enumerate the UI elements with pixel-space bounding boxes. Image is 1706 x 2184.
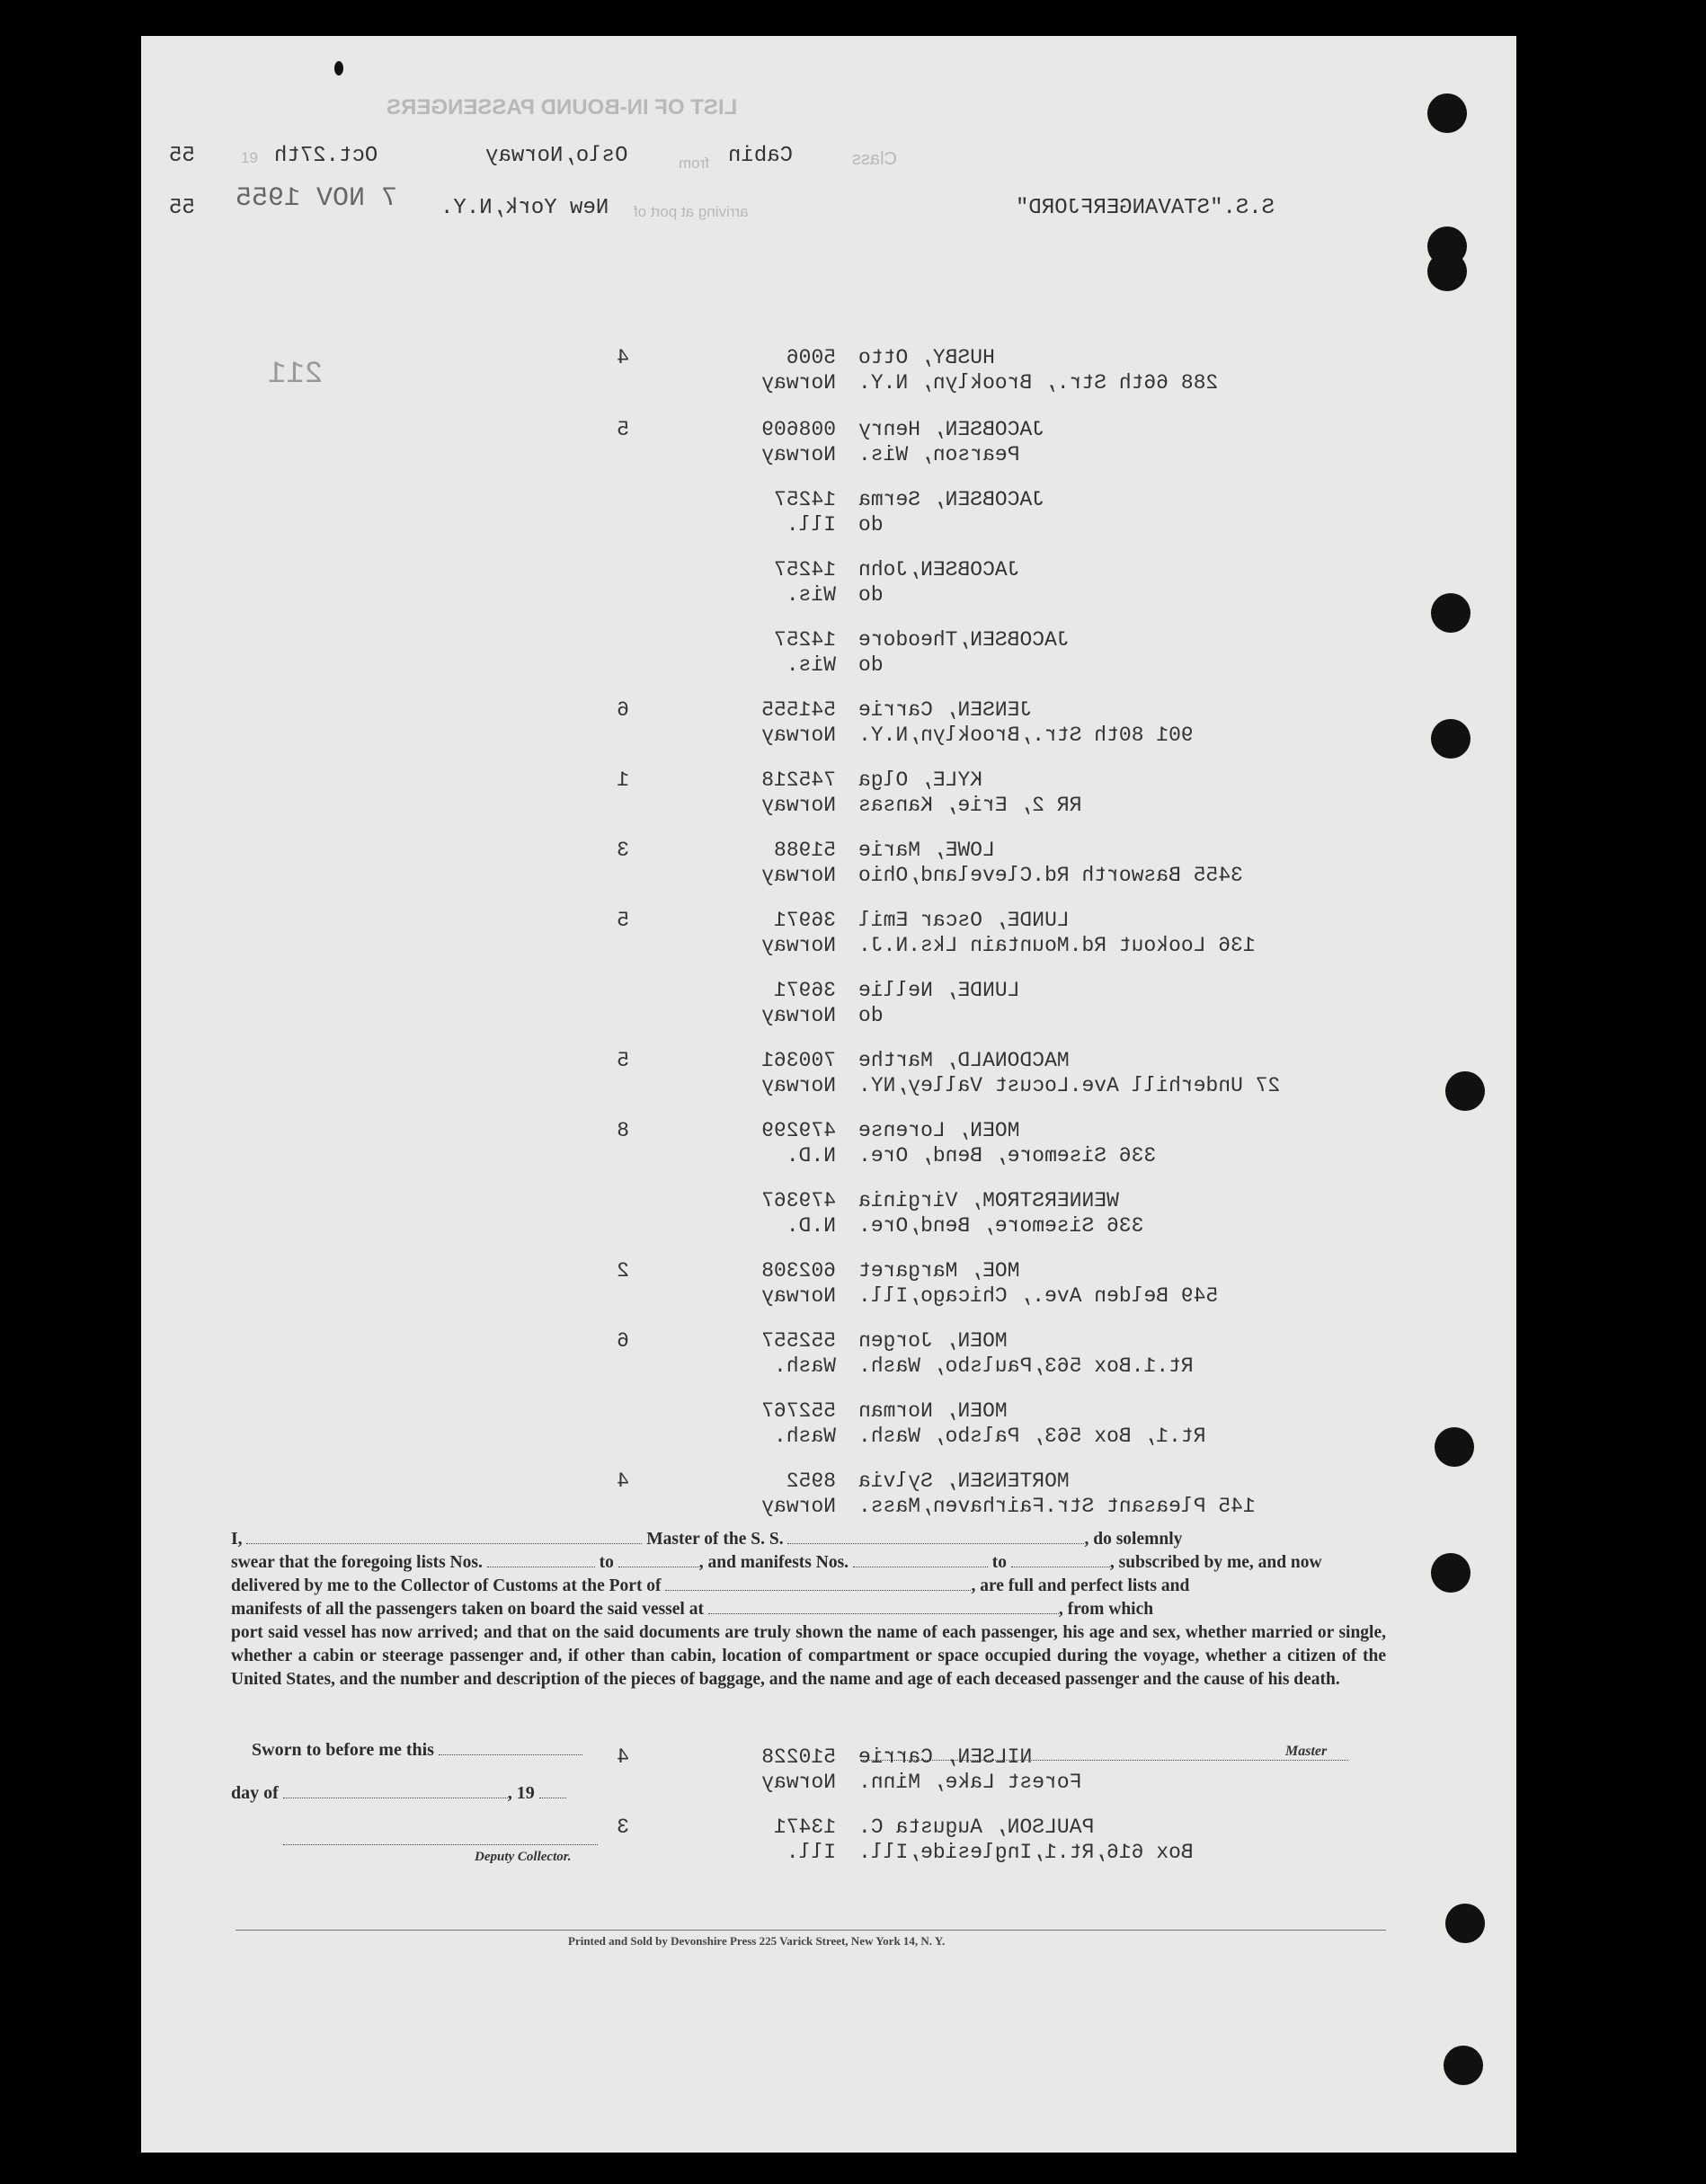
sworn-day-field[interactable] xyxy=(439,1754,582,1755)
date-label: 19 xyxy=(241,149,258,166)
passenger-nationality: Wis. xyxy=(786,583,836,607)
passenger-name: MACDONALD, Marthe xyxy=(858,1049,1070,1072)
passenger-number: 13471 xyxy=(773,1816,836,1839)
passenger-number: 5006 xyxy=(786,346,836,369)
oath-line-3 xyxy=(231,1575,1386,1598)
passenger-count: 4 xyxy=(617,1745,629,1769)
passenger-nationality: Norway xyxy=(761,1771,836,1794)
punch-hole xyxy=(1427,93,1467,133)
oath-text: to xyxy=(991,1553,1008,1572)
oath-text: , subscribed by me, and now xyxy=(1109,1553,1322,1572)
passenger-address: 136 Lookout Rd.Mountain Lks.N.J. xyxy=(858,934,1256,957)
passenger-name: MOEN, Lorense xyxy=(858,1119,1020,1142)
passenger-number: 8952 xyxy=(786,1469,836,1493)
master-signature-line xyxy=(863,1745,1348,1761)
passenger-nationality: Norway xyxy=(761,443,836,466)
passenger-nationality: Norway xyxy=(761,1004,836,1027)
oath-body: port said vessel has now arrived; and that on the said documents are truly shown the name of each passenger, his age and sex, whether married or single, whether a cabin or steerage passenger and, if other than cabin, location of compartment or space occupied during the voyage, whether a citizen of the United States, and the number and description of the pieces of baggage, and the name and age of each deceased passenger and the cause of his death. xyxy=(231,1623,1386,1689)
master-label: Master xyxy=(1285,1744,1328,1759)
passenger-count: 4 xyxy=(617,346,629,369)
deputy-label: Deputy Collector. xyxy=(475,1850,572,1864)
master-name-field[interactable] xyxy=(246,1543,642,1544)
sworn-label: Sworn to before me this xyxy=(252,1740,434,1760)
passenger-entry xyxy=(0,1259,1706,1322)
passenger-name: MOE, Margaret xyxy=(858,1259,1020,1283)
passenger-number: 700361 xyxy=(761,1049,836,1072)
passenger-entry xyxy=(0,346,1706,409)
ink-mark xyxy=(334,61,343,75)
passenger-address: do xyxy=(858,1004,884,1027)
passenger-address: RR 2, Erie, Kansas xyxy=(858,794,1082,817)
passenger-nationality: N.D. xyxy=(786,1144,836,1167)
passenger-entry xyxy=(0,1049,1706,1112)
passenger-count: 5 xyxy=(617,418,629,441)
passenger-name: WENNERSTROM, Virginia xyxy=(858,1189,1119,1212)
oath-text: manifests of all the passengers taken on board the said vessel at xyxy=(231,1600,704,1619)
oath-text: Master of the S. S. xyxy=(646,1530,784,1549)
oath-line-4 xyxy=(231,1598,1386,1621)
oath-text: , and manifests Nos. xyxy=(698,1553,849,1572)
passenger-count: 1 xyxy=(617,768,629,792)
oath-line-1 xyxy=(231,1528,1386,1551)
passenger-name: MORTENSEN, Sylvia xyxy=(858,1469,1070,1493)
oath-text: delivered by me to the Collector of Customs at the Port of xyxy=(231,1576,662,1595)
deputy-signature-line xyxy=(283,1844,598,1845)
passenger-address: Rt.1, Box 563, Palsbo, Wash. xyxy=(858,1425,1206,1448)
passenger-name: JACOBSEN, Henry xyxy=(858,418,1045,441)
passenger-count: 2 xyxy=(617,1259,629,1283)
passenger-entry xyxy=(0,488,1706,551)
passenger-number: 510228 xyxy=(761,1745,836,1769)
passenger-number: 51988 xyxy=(773,839,836,862)
passenger-address: 901 80th Str.,Brooklyn,N.Y. xyxy=(858,724,1194,747)
arriving-label: arriving at port of xyxy=(634,203,749,220)
oath-line-2 xyxy=(231,1551,1386,1575)
passenger-nationality: Wash. xyxy=(773,1425,836,1448)
passenger-address: Pearson, Wis. xyxy=(858,443,1020,466)
passenger-address: 336 Sisemore, Bend, Ore. xyxy=(858,1144,1157,1167)
passenger-nationality: Norway xyxy=(761,371,836,395)
oath-text: to xyxy=(599,1553,614,1572)
passenger-address: do xyxy=(858,513,884,537)
passenger-number: 36971 xyxy=(773,979,836,1002)
oath-text: I, xyxy=(231,1530,243,1549)
sail-date: Oct.27th xyxy=(274,144,378,168)
port-field[interactable] xyxy=(665,1590,971,1591)
passenger-name: JACOBSEN, Serma xyxy=(858,488,1045,511)
sail-year: 55 xyxy=(169,144,195,168)
arrival-stamp: 7 NOV 1955 xyxy=(235,183,398,214)
from-port: Oslo,Norway xyxy=(485,144,628,168)
passenger-number: 745218 xyxy=(761,768,836,792)
passenger-entry xyxy=(0,558,1706,621)
punch-hole xyxy=(1444,2046,1483,2085)
passenger-nationality: Ill. xyxy=(786,1841,836,1864)
form-title: LIST OF IN-BOUND PASSENGERS xyxy=(387,95,738,120)
passenger-number: 14257 xyxy=(773,628,836,652)
passenger-nationality: Norway xyxy=(761,934,836,957)
passenger-number: 479367 xyxy=(761,1189,836,1212)
passenger-count: 8 xyxy=(617,1119,629,1142)
passenger-number: 479299 xyxy=(761,1119,836,1142)
passenger-name: MOEN, Norman xyxy=(858,1399,1008,1423)
passenger-address: Forest Lake, Minn. xyxy=(858,1771,1082,1794)
passenger-nationality: Norway xyxy=(761,794,836,817)
passenger-name: JACOBSEN,John xyxy=(858,558,1020,582)
passenger-name: PAULSON, Augusta C. xyxy=(858,1816,1095,1839)
passenger-address: Rt.1.Box 563,Paulsbo, Wash. xyxy=(858,1354,1194,1378)
passenger-entry xyxy=(0,909,1706,972)
passenger-entry xyxy=(0,979,1706,1042)
passenger-entry xyxy=(0,839,1706,901)
passenger-entry xyxy=(0,768,1706,831)
day-of-label: day of xyxy=(231,1783,279,1803)
day-of-line xyxy=(231,1783,566,1804)
passenger-entry xyxy=(0,1119,1706,1182)
passenger-count: 6 xyxy=(617,1329,629,1353)
passenger-entry xyxy=(0,698,1706,761)
passenger-number: 14257 xyxy=(773,558,836,582)
passenger-count: 3 xyxy=(617,1816,629,1839)
passenger-name: NILSEN, Carrie xyxy=(858,1745,1033,1769)
passenger-name: LOWE, Marie xyxy=(858,839,995,862)
passenger-name: LUNDE, Nellie xyxy=(858,979,1020,1002)
passenger-entry xyxy=(0,628,1706,691)
passenger-address: Box 616,Rt.1,Ingleside,Ill. xyxy=(858,1841,1194,1864)
punch-hole xyxy=(1427,252,1467,291)
oath-text: , are full and perfect lists and xyxy=(971,1576,1190,1595)
footer-rule xyxy=(235,1930,1386,1931)
passenger-nationality: Norway xyxy=(761,864,836,887)
class-value: Cabin xyxy=(728,144,794,168)
passenger-nationality: Wis. xyxy=(786,653,836,677)
arrival-year: 55 xyxy=(169,196,195,220)
passenger-entry xyxy=(0,1329,1706,1392)
passenger-nationality: N.D. xyxy=(786,1214,836,1238)
passenger-nationality: Norway xyxy=(761,1495,836,1518)
passenger-address: do xyxy=(858,583,884,607)
passenger-number: 552767 xyxy=(761,1399,836,1423)
oath-block xyxy=(231,1528,1386,1691)
passenger-nationality: Norway xyxy=(761,724,836,747)
passenger-name: JENSEN, Carrie xyxy=(858,698,1033,722)
departure-port-field[interactable] xyxy=(708,1613,1059,1614)
passenger-entry xyxy=(0,1469,1706,1532)
list-number: 211 xyxy=(268,358,324,392)
oath-text: , do solemnly xyxy=(1084,1530,1183,1549)
passenger-name: LUNDE, Oscar Emil xyxy=(858,909,1070,932)
passenger-name: KYLE, Olga xyxy=(858,768,983,792)
passenger-nationality: Norway xyxy=(761,1284,836,1308)
passenger-address: 145 Pleasant Str.Fairhaven,Mass. xyxy=(858,1495,1256,1518)
arrival-port: New York,N.Y. xyxy=(440,196,609,220)
passenger-count: 5 xyxy=(617,909,629,932)
passenger-number: 541555 xyxy=(761,698,836,722)
passenger-count: 4 xyxy=(617,1469,629,1493)
passenger-number: 008609 xyxy=(761,418,836,441)
passenger-number: 552557 xyxy=(761,1329,836,1353)
passenger-nationality: Wash. xyxy=(773,1354,836,1378)
oath-text: , from which xyxy=(1058,1600,1154,1619)
sworn-line xyxy=(252,1740,582,1761)
passenger-entry xyxy=(0,1816,1706,1878)
passenger-nationality: Ill. xyxy=(786,513,836,537)
passenger-entry xyxy=(0,418,1706,481)
passenger-address: 549 Belden Ave., Chicago,Ill. xyxy=(858,1284,1219,1308)
passenger-nationality: Norway xyxy=(761,1074,836,1097)
passenger-address: 27 Underhill Ave.Locust Valley,NY. xyxy=(858,1074,1281,1097)
passenger-number: 36971 xyxy=(773,909,836,932)
passenger-entry xyxy=(0,1189,1706,1252)
from-label: from xyxy=(679,155,709,172)
passenger-address: 3455 Basworth Rd.Cleveland,Ohio xyxy=(858,864,1243,887)
passenger-address: do xyxy=(858,653,884,677)
passenger-entry xyxy=(0,1399,1706,1462)
year-prefix: , 19 xyxy=(507,1783,535,1803)
passenger-name: JACOBSEN,Theodore xyxy=(858,628,1070,652)
vessel-field[interactable] xyxy=(787,1543,1084,1544)
passenger-name: MOEN, Jorgen xyxy=(858,1329,1008,1353)
passenger-name: HUSBY, Otto xyxy=(858,346,995,369)
passenger-address: 336 Sisemore, Bend,Ore. xyxy=(858,1214,1144,1238)
passenger-address: 288 66th Str., Brooklyn, N.Y. xyxy=(858,371,1219,395)
passenger-count: 6 xyxy=(617,698,629,722)
passenger-number: 602308 xyxy=(761,1259,836,1283)
printer-credit: Printed and Sold by Devonshire Press 225 Varick Street, New York 14, N. Y. xyxy=(568,1934,946,1948)
punch-hole xyxy=(1445,1904,1485,1943)
vessel-name: S.S."STAVANGERFJORD" xyxy=(1016,196,1275,220)
passenger-count: 3 xyxy=(617,839,629,862)
passenger-count: 5 xyxy=(617,1049,629,1072)
passenger-number: 14257 xyxy=(773,488,836,511)
punch-hole xyxy=(1431,1553,1471,1593)
class-label: Class xyxy=(852,149,898,169)
oath-text: swear that the foregoing lists Nos. xyxy=(231,1553,483,1572)
